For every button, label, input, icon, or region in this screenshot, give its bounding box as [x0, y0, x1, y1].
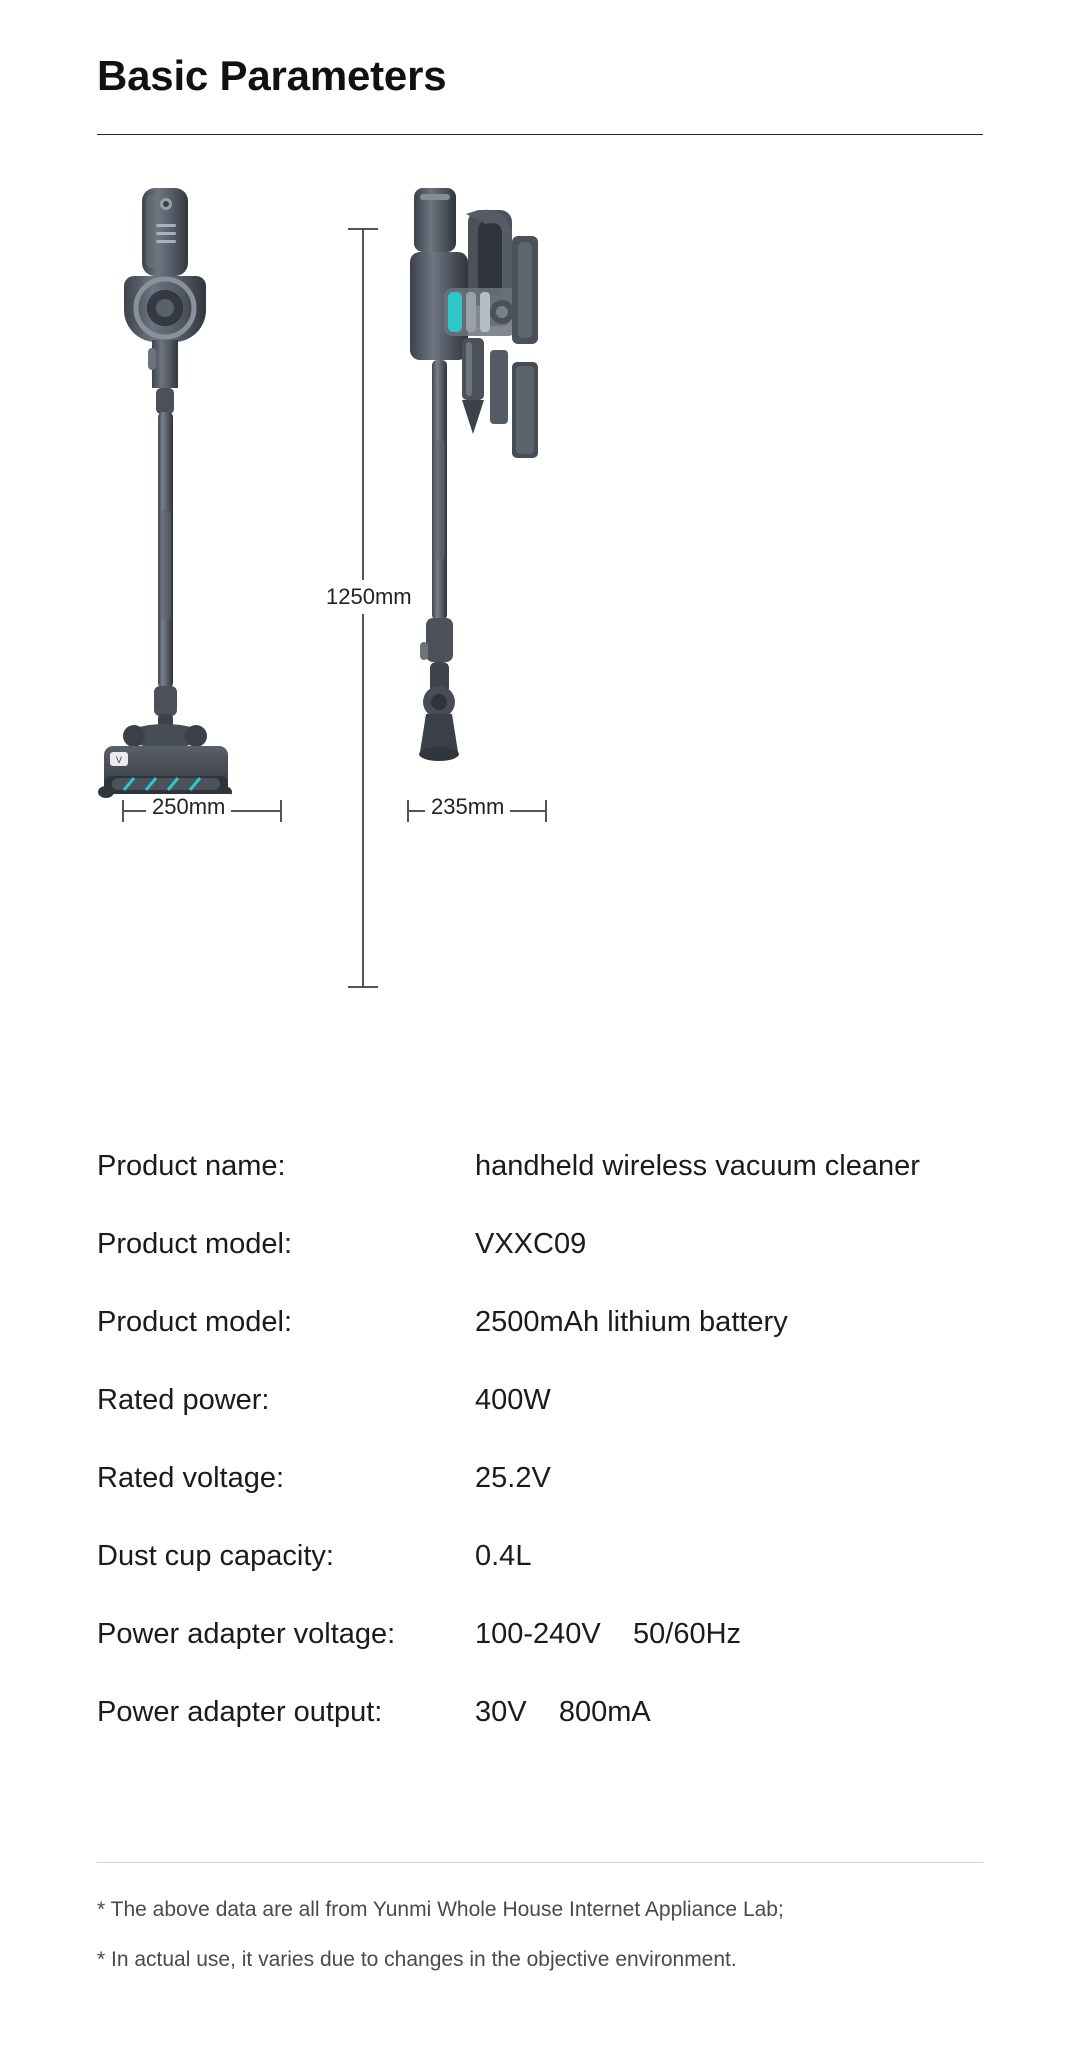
footnote-list — [97, 1898, 997, 1998]
spec-value: handheld wireless vacuum cleaner — [475, 1150, 920, 1182]
title-divider — [97, 134, 983, 135]
product-diagram — [0, 180, 1080, 880]
height-dimension-cap-top — [348, 228, 378, 230]
spec-label: Dust cup capacity: — [97, 1540, 334, 1572]
footnote: * The above data are all from Yunmi Whole House Internet Appliance Lab; — [97, 1898, 784, 1921]
svg-text:V: V — [115, 755, 123, 765]
spec-value: 2500mAh lithium battery — [475, 1306, 788, 1338]
spec-label: Product model: — [97, 1306, 293, 1338]
right-width-label: 235mm — [425, 794, 510, 820]
spec-label: Product name: — [97, 1150, 286, 1182]
spec-row — [97, 1696, 997, 1729]
left-width-label: 250mm — [146, 794, 231, 820]
spec-row — [97, 1384, 997, 1417]
spec-label: Rated power: — [97, 1384, 270, 1416]
spec-value: 400W — [475, 1384, 551, 1416]
spec-row — [97, 1306, 997, 1339]
left-width-cap-start — [122, 800, 124, 822]
spec-row — [97, 1228, 997, 1261]
spec-label: Power adapter voltage: — [97, 1618, 396, 1650]
footnote: * In actual use, it varies due to changes in the objective environment. — [97, 1948, 737, 1971]
spec-row — [97, 1150, 997, 1183]
height-dimension-cap-bottom — [348, 986, 378, 988]
spec-row — [97, 1462, 997, 1495]
spec-label: Rated voltage: — [97, 1462, 285, 1494]
height-dimension-label: 1250mm — [320, 580, 418, 614]
spec-label: Power adapter output: — [97, 1696, 383, 1728]
right-width-cap-start — [407, 800, 409, 822]
product-illustration-left — [90, 180, 390, 820]
spec-row — [97, 1540, 997, 1573]
spec-value: 25.2V — [475, 1462, 551, 1494]
spec-list — [97, 1150, 997, 1774]
page-title: Basic Parameters — [97, 52, 447, 99]
spec-value: 100-240V 50/60Hz — [475, 1618, 742, 1650]
footer-divider — [97, 1862, 983, 1863]
spec-label: Product model: — [97, 1228, 293, 1260]
left-width-cap-end — [280, 800, 282, 822]
spec-value: 0.4L — [475, 1540, 532, 1572]
product-illustration-right — [400, 180, 720, 820]
spec-value: VXXC09 — [475, 1228, 587, 1260]
spec-value: 30V 800mA — [475, 1696, 651, 1728]
right-width-cap-end — [545, 800, 547, 822]
spec-row — [97, 1618, 997, 1651]
